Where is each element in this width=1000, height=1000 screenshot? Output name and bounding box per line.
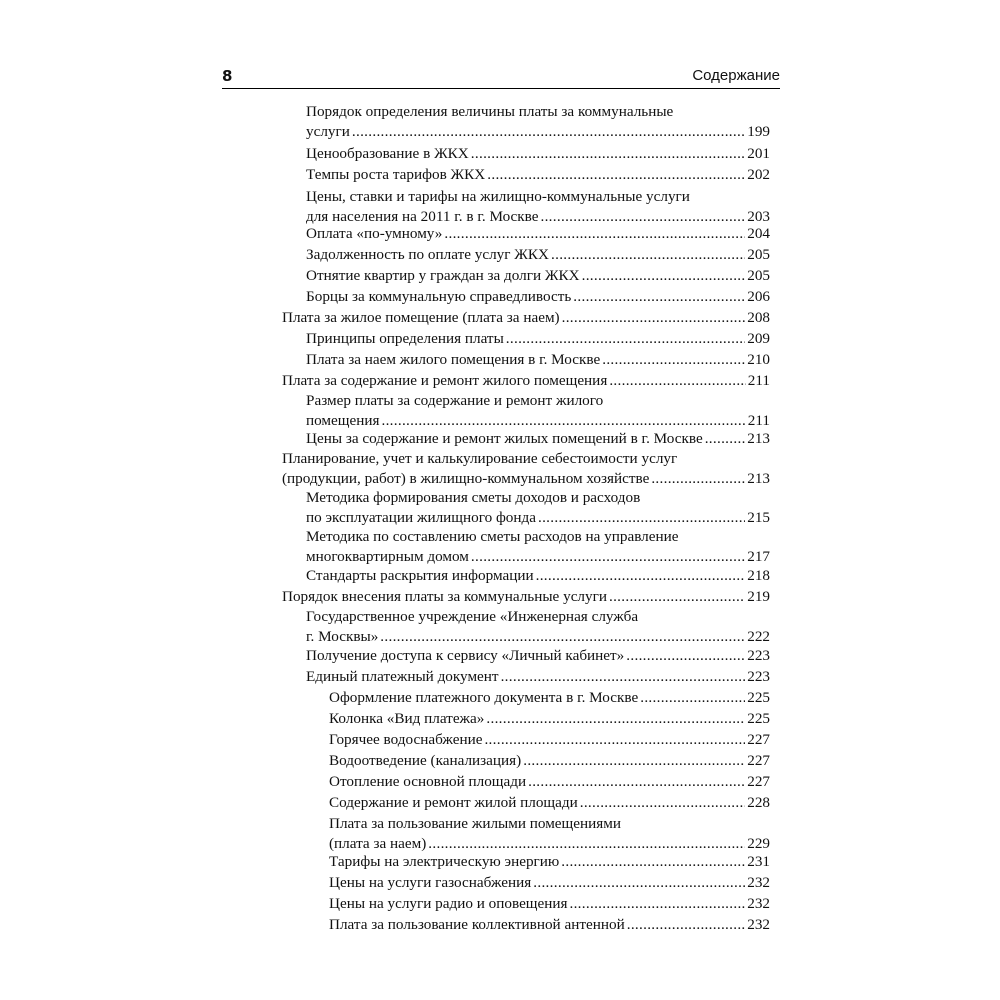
leader-dots [352,122,745,142]
running-head: Содержание [692,67,780,84]
toc-entry-page: 228 [747,794,770,811]
toc-entry-page: 232 [747,874,770,891]
leader-dots [562,308,746,328]
toc-entry-page: 213 [747,430,770,447]
toc-entry-text: Плата за содержание и ремонт жилого помещения [282,372,608,389]
toc-entry[interactable] [282,730,770,750]
toc-entry-page: 225 [747,689,770,706]
toc-entry-page: 199 [747,122,770,140]
toc-entry-text: Оформление платежного документа в г. Москве [329,689,639,706]
leader-dots [569,894,745,914]
toc-entry[interactable] [282,308,770,328]
leader-dots [486,709,745,729]
toc-entry-text-first-line: Порядок определения величины платы за коммунальные [306,103,674,120]
leader-dots [609,371,745,391]
toc-entry-page: 205 [747,246,770,263]
leader-dots [471,144,745,164]
toc-entry[interactable] [282,527,770,566]
toc-entry[interactable] [282,688,770,708]
leader-dots [561,852,745,872]
toc-entry[interactable] [282,165,770,185]
toc-entry-text: помещения [306,411,380,429]
toc-entry-page: 231 [747,853,770,870]
toc-entry[interactable] [282,449,770,488]
toc-entry[interactable] [282,488,770,527]
toc-entry-text: Цены на услуги радио и оповещения [329,895,568,912]
toc-entry[interactable] [282,873,770,893]
toc-entry[interactable] [282,144,770,164]
toc-entry-page: 208 [747,309,770,326]
toc-entry-page: 210 [747,351,770,368]
toc-entry-text: Цены за содержание и ремонт жилых помещений в г. Москве [306,430,703,447]
toc-entry[interactable] [282,915,770,935]
toc-entry-page: 203 [747,207,770,225]
leader-dots [501,667,746,687]
toc-entry-text: г. Москвы» [306,627,379,645]
leader-dots [602,350,745,370]
toc-entry-text: Ценообразование в ЖКХ [306,145,469,162]
toc-entry-text: Задолженность по оплате услуг ЖКХ [306,246,549,263]
leader-dots [381,411,745,431]
leader-dots [651,469,745,489]
toc-entry-page: 213 [747,469,770,487]
toc-entry-text: Стандарты раскрытия информации [306,567,534,584]
toc-entry[interactable] [282,607,770,646]
toc-entry[interactable] [282,793,770,813]
toc-entry[interactable] [282,350,770,370]
toc-entry[interactable] [282,187,770,226]
leader-dots [538,508,745,528]
toc-entry-page: 227 [747,773,770,790]
toc-entry-page: 202 [747,166,770,183]
toc-entry[interactable] [282,224,770,244]
toc-entry-page: 229 [747,834,770,852]
leader-dots [536,566,746,586]
toc-entry-text-first-line: Размер платы за содержание и ремонт жилого [306,392,604,409]
toc-entry[interactable] [282,646,770,666]
toc-entry-page: 232 [747,895,770,912]
toc-entry[interactable] [282,587,770,607]
toc-entry-page: 211 [747,372,770,389]
toc-entry[interactable] [282,371,770,391]
toc-entry-text: Получение доступа к сервису «Личный кабинет» [306,647,625,664]
toc-entry-page: 206 [747,288,770,305]
toc-entry-text-first-line: Цены, ставки и тарифы на жилищно-коммунальные услуги [306,188,690,205]
toc-entry-page: 205 [747,267,770,284]
toc-entry-text: многоквартирным домом [306,547,469,565]
leader-dots [484,730,745,750]
toc-entry[interactable] [282,751,770,771]
toc-entry-text-first-line: Методика по составлению сметы расходов на управление [306,528,679,545]
toc-entry-text: Плата за жилое помещение (плата за наем) [282,309,560,326]
toc-entry-text-first-line: Государственное учреждение «Инженерная служба [306,608,639,625]
toc-entry-page: 222 [747,627,770,645]
leader-dots [705,429,746,449]
toc-entry-text-first-line: Планирование, учет и калькулирование себестоимости услуг [282,450,678,467]
page-header [222,66,780,89]
leader-dots [609,587,745,607]
toc-entry-text: для населения на 2011 г. в г. Москве [306,207,539,225]
leader-dots [528,772,745,792]
leader-dots [428,834,745,854]
toc-entry-page: 227 [747,752,770,769]
toc-entry-page: 209 [747,330,770,347]
toc-entry-text: Плата за наем жилого помещения в г. Москве [306,351,601,368]
toc-entry[interactable] [282,245,770,265]
toc-entry-text: Отопление основной площади [329,773,527,790]
leader-dots [580,793,746,813]
toc-entry-text: услуги [306,122,350,140]
toc-entry-text: Порядок внесения платы за коммунальные услуги [282,588,607,605]
toc-entry-text: Цены на услуги газоснабжения [329,874,532,891]
toc-entry-page: 223 [747,647,770,664]
toc-entry-text: по эксплуатации жилищного фонда [306,508,536,526]
toc-entry-page: 215 [747,508,770,526]
toc-entry-page: 218 [747,567,770,584]
toc-entry[interactable] [282,894,770,914]
toc-entry[interactable] [282,709,770,729]
toc-entry-text: Содержание и ремонт жилой площади [329,794,578,811]
toc-entry[interactable] [282,667,770,687]
toc-entry-text: Отнятие квартир у граждан за долги ЖКХ [306,267,580,284]
toc-entry-text: Горячее водоснабжение [329,731,483,748]
toc-entry[interactable] [282,566,770,586]
toc-entry[interactable] [282,852,770,872]
toc-entry-text: (плата за наем) [329,834,427,852]
leader-dots [533,873,745,893]
toc-entry[interactable] [282,429,770,449]
toc-entry[interactable] [282,391,770,430]
leader-dots [471,547,745,567]
toc-entry[interactable] [282,266,770,286]
toc-entry-page: 227 [747,731,770,748]
toc-entry-page: 217 [747,547,770,565]
toc-entry-page: 201 [747,145,770,162]
leader-dots [380,627,745,647]
toc-entry-text-first-line: Плата за пользование жилыми помещениями [329,815,621,832]
toc-entry-page: 232 [747,916,770,933]
toc-entry-text: Водоотведение (канализация) [329,752,522,769]
toc-entry-text: (продукции, работ) в жилищно-коммунальном хозяйстве [282,469,650,487]
toc-entry-page: 211 [747,411,770,429]
leader-dots [573,287,745,307]
toc-entry-text: Колонка «Вид платежа» [329,710,485,727]
toc-entry-text: Оплата «по-умному» [306,225,443,242]
toc-entry-text-first-line: Методика формирования сметы доходов и расходов [306,489,641,506]
page-number: 8 [222,67,233,85]
toc-entry-page: 225 [747,710,770,727]
toc-entry[interactable] [282,102,770,141]
leader-dots [551,245,745,265]
leader-dots [626,646,745,666]
toc-entry-text: Тарифы на электрическую энергию [329,853,560,870]
leader-dots [444,224,745,244]
toc-entry-text: Единый платежный документ [306,668,499,685]
leader-dots [506,329,745,349]
toc-entry-text: Принципы определения платы [306,330,504,347]
leader-dots [627,915,746,935]
toc-entry[interactable] [282,329,770,349]
leader-dots [582,266,746,286]
toc-entry-text: Плата за пользование коллективной антенной [329,916,625,933]
toc-entry[interactable] [282,772,770,792]
toc-entry-page: 219 [747,588,770,605]
toc-entry[interactable] [282,814,770,853]
toc-entry-page: 223 [747,668,770,685]
toc-entry-page: 204 [747,225,770,242]
leader-dots [640,688,745,708]
toc-entry[interactable] [282,287,770,307]
toc-entry-text: Темпы роста тарифов ЖКХ [306,166,486,183]
toc-entry-text: Борцы за коммунальную справедливость [306,288,572,305]
leader-dots [523,751,745,771]
leader-dots [487,165,745,185]
